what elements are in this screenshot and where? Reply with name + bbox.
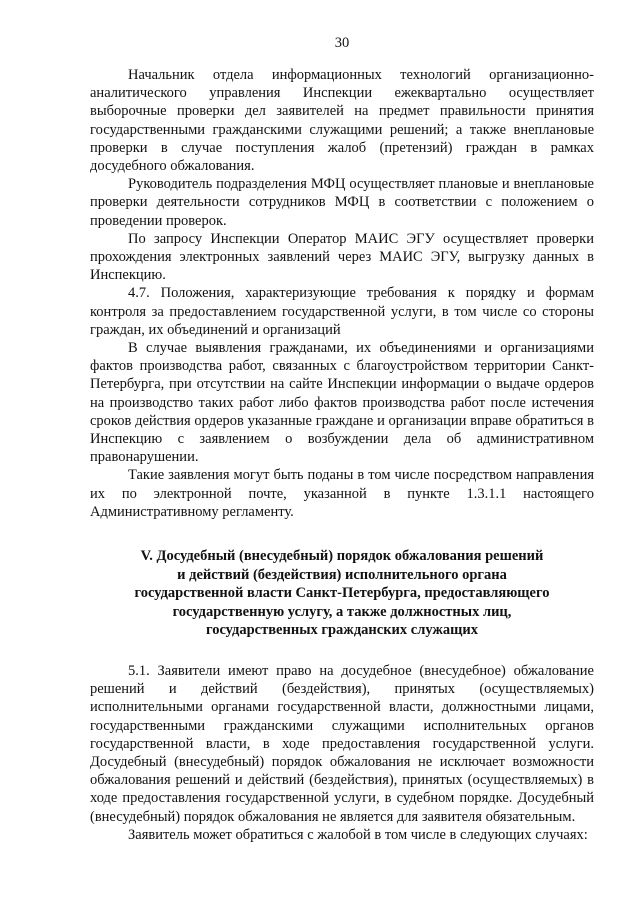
section-heading-line: государственных гражданских служащих [205, 622, 479, 639]
paragraph-mfc-inspections: Руководитель подразделения МФЦ осуществляет плановые и внеплановые проверки деятельности сотрудников МФЦ в соответствии с положением о проведении проверок. [90, 176, 594, 229]
paragraph-email-submission: Такие заявления могут быть поданы в том числе посредством направления их по электронной почте, указанной в пункте 1.3.1.1 настоящего Административному регламенту. [90, 467, 594, 520]
section-v-heading [90, 547, 594, 640]
page-number: 30 [334, 35, 350, 51]
paragraph-complaint-cases: Заявитель может обратиться с жалобой в том числе в следующих случаях: [128, 826, 588, 843]
paragraph-section-4-7: 4.7. Положения, характеризующие требования к порядку и формам контроля за предоставлением государственной услуги, в том числе со стороны граждан, их объединений и организаций [90, 285, 594, 338]
paragraph-mais-egu-operator: По запросу Инспекции Оператор МАИС ЭГУ осуществляет проверки прохождения электронных заявлений через МАИС ЭГУ, выгрузку данных в Инспекцию. [90, 230, 594, 284]
section-heading-line: и действий (бездействия) исполнительного органа [177, 566, 507, 583]
paragraph-section-5-1: 5.1. Заявители имеют право на досудебное (внесудебное) обжалование решений и действий (бездействия), принятых (осуществляемых) исполнительными органами государственной власти, должностными лицами, государственными гражданскими служащими исполнительных органов государственной власти, в ходе предоставления государственной услуги. Досудебный (внесудебный) порядок обжалования не исключает возможности обжалования решений и действий (бездействия), принятых (осуществляемых) в ходе предоставления государственной услуги, в судебном порядке. Досудебный (внесудебный) порядок обжалования не является для заявителя обязательным. [90, 663, 594, 825]
paragraph-citizen-reports: В случае выявления гражданами, их объединениями и организациями фактов производства работ, связанных с благоустройством территории Санкт-Петербурга, при отсутствии на сайте Инспекции информации о выдаче ордеров на производство таких работ либо фактов производства работ после истечения сроков действия ордеров указанные граждане и организации вправе обратиться в Инспекцию с заявлением о возбуждении дела об административном правонарушении. [90, 340, 594, 466]
section-heading-line: государственную услугу, а также должностных лиц, [172, 603, 512, 620]
paragraph-it-head-inspections: Начальник отдела информационных технологий организационно-аналитического управления Инспекции ежеквартально осуществляет выборочные проверки дел заявителей на предмет правильности принятия государственными гражданскими служащими решений; а также внеплановые проверки в случае поступления жалоб (претензий) граждан в рамках досудебного обжалования. [90, 67, 594, 175]
section-heading-line: государственной власти Санкт-Петербурга, предоставляющего [134, 585, 550, 602]
section-heading-line: V. Досудебный (внесудебный) порядок обжалования решений [140, 548, 544, 565]
